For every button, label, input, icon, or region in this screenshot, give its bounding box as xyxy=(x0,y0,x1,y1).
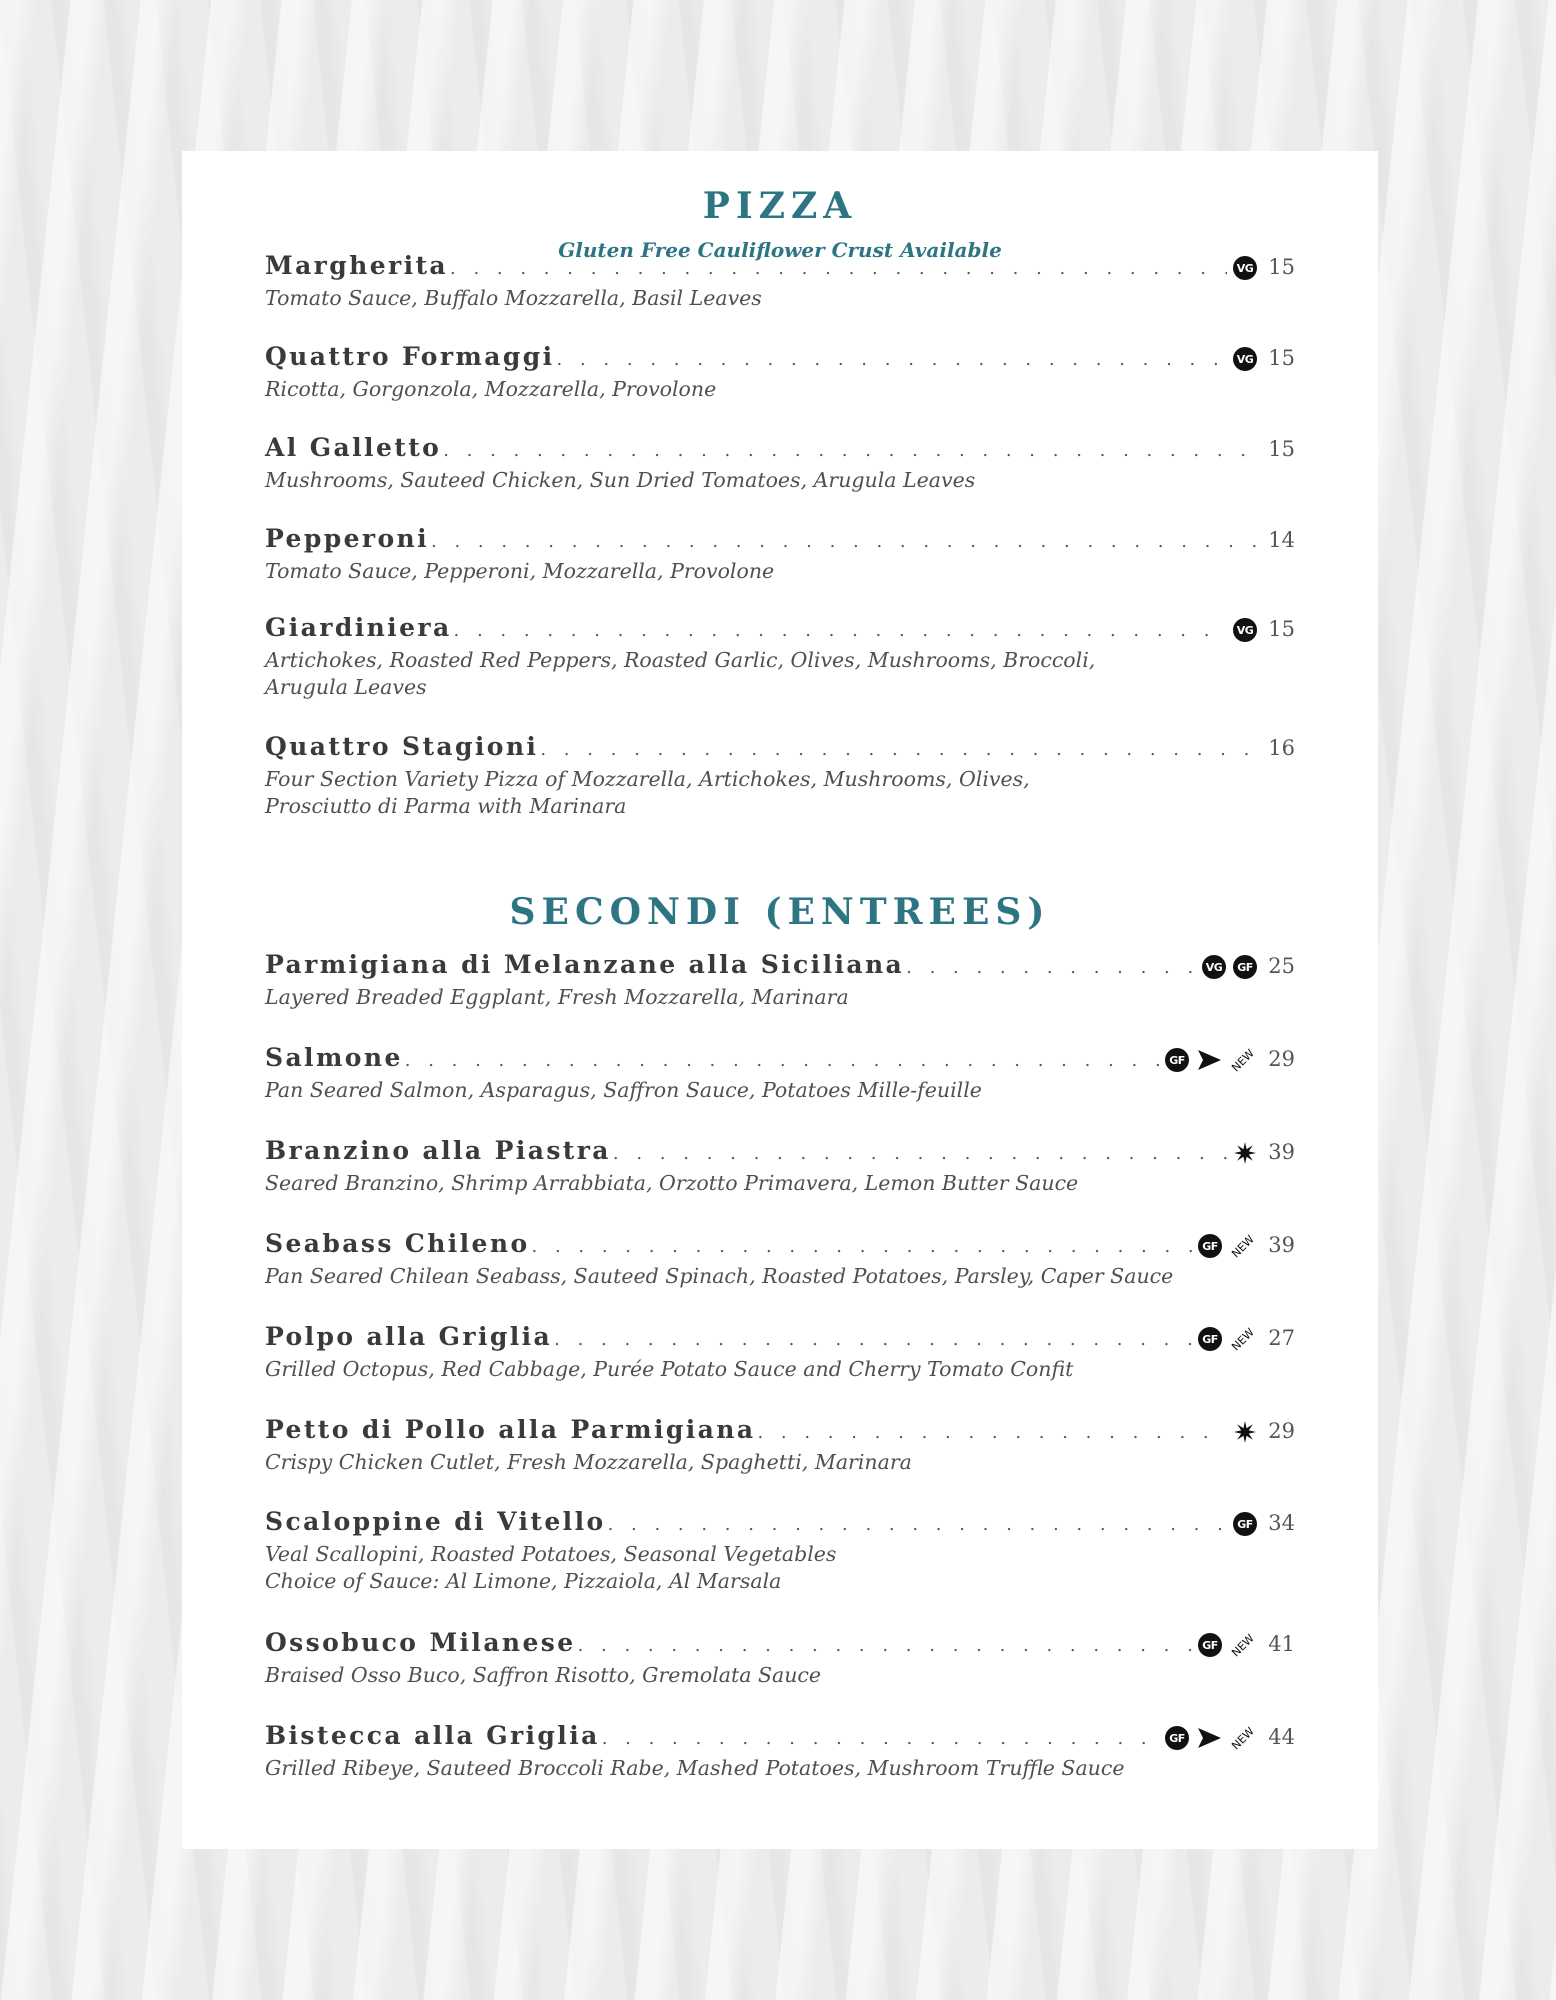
menu-item xyxy=(265,1136,1295,1197)
menu-item-header xyxy=(265,524,1295,558)
menu-item-description: Artichokes, Roasted Red Peppers, Roasted Garlic, Olives, Mushrooms, Broccoli, xyxy=(265,648,1096,672)
menu-item-description-line2: Choice of Sauce: Al Limone, Pizzaiola, Al Marsala xyxy=(265,1569,782,1593)
menu-item-name: Branzino alla Piastra xyxy=(265,1136,611,1165)
menu-item-name: Al Galletto xyxy=(265,433,442,462)
menu-item-price: 15 xyxy=(1268,255,1295,279)
gluten-free-badge-icon: GF xyxy=(1165,1048,1189,1072)
menu-item-description: Tomato Sauce, Pepperoni, Mozzarella, Provolone xyxy=(265,559,775,583)
dietary-badges xyxy=(1233,1512,1257,1536)
menu-item-name: Quattro Stagioni xyxy=(265,732,539,761)
menu-item-header xyxy=(265,1628,1295,1662)
dot-leader xyxy=(557,349,1227,370)
dot-leader xyxy=(443,440,1259,461)
dietary-badges xyxy=(1198,1633,1257,1657)
dietary-badges xyxy=(1233,1141,1257,1165)
menu-item xyxy=(265,251,1295,312)
menu-item xyxy=(265,1415,1295,1476)
menu-item-price: 29 xyxy=(1268,1419,1295,1443)
dot-leader xyxy=(613,1143,1227,1164)
gluten-free-badge-icon: GF xyxy=(1198,1234,1222,1258)
dot-leader xyxy=(532,1236,1192,1257)
dietary-badges xyxy=(1165,1726,1257,1750)
menu-item xyxy=(265,433,1295,494)
menu-item-description: Grilled Octopus, Red Cabbage, Purée Potato Sauce and Cherry Tomato Confit xyxy=(265,1357,1074,1381)
menu-item-header xyxy=(265,1721,1295,1755)
menu-item-price: 14 xyxy=(1268,528,1295,552)
menu-item xyxy=(265,524,1295,585)
menu-item xyxy=(265,1043,1295,1104)
menu-item-description-line2: Prosciutto di Parma with Marinara xyxy=(265,794,627,818)
spicy-star-icon xyxy=(1233,1420,1257,1444)
new-badge-icon: NEW xyxy=(1229,1631,1257,1659)
menu-item-name: Petto di Pollo alla Parmigiana xyxy=(265,1415,756,1444)
dot-leader xyxy=(578,1635,1192,1656)
menu-item-description: Ricotta, Gorgonzola, Mozzarella, Provolone xyxy=(265,377,717,401)
menu-item-price: 41 xyxy=(1268,1632,1295,1656)
gluten-free-badge-icon: GF xyxy=(1198,1633,1222,1657)
menu-item-description: Seared Branzino, Shrimp Arrabbiata, Orzotto Primavera, Lemon Butter Sauce xyxy=(265,1171,1079,1195)
gluten-free-badge-icon: GF xyxy=(1165,1726,1189,1750)
menu-page xyxy=(182,151,1378,1849)
menu-item-name: Pepperoni xyxy=(265,524,430,553)
dietary-badges xyxy=(1233,256,1257,280)
menu-item-price: 39 xyxy=(1268,1233,1295,1257)
dot-leader xyxy=(431,531,1259,552)
dot-leader xyxy=(602,1728,1159,1749)
menu-item-description: Crispy Chicken Cutlet, Fresh Mozzarella, Spaghetti, Marinara xyxy=(265,1450,912,1474)
menu-item-name: Giardiniera xyxy=(265,613,452,642)
menu-item-header xyxy=(265,1322,1295,1356)
vegetarian-badge-icon: VG xyxy=(1202,955,1226,979)
gluten-free-badge-icon: GF xyxy=(1198,1327,1222,1351)
dietary-badges xyxy=(1233,618,1257,642)
menu-item-header xyxy=(265,1415,1295,1449)
menu-item-header xyxy=(265,732,1295,766)
vegetarian-badge-icon: VG xyxy=(1233,347,1257,371)
dietary-badges xyxy=(1165,1048,1257,1072)
menu-item xyxy=(265,613,1295,701)
spicy-star-icon xyxy=(1233,1141,1257,1165)
menu-item-header xyxy=(265,342,1295,376)
menu-item-header xyxy=(265,433,1295,467)
dietary-badges xyxy=(1198,1327,1257,1351)
new-badge-icon: NEW xyxy=(1229,1325,1257,1353)
dot-leader xyxy=(608,1514,1227,1535)
gluten-free-badge-icon: GF xyxy=(1233,1512,1257,1536)
menu-item-header xyxy=(265,1229,1295,1263)
gluten-free-badge-icon: GF xyxy=(1233,955,1257,979)
menu-item-description: Braised Osso Buco, Saffron Risotto, Gremolata Sauce xyxy=(265,1663,822,1687)
menu-item-price: 29 xyxy=(1268,1047,1295,1071)
pizza-section-title: PIZZA xyxy=(702,185,858,227)
menu-item-name: Ossobuco Milanese xyxy=(265,1628,576,1657)
menu-item-header xyxy=(265,251,1295,285)
vegetarian-badge-icon: VG xyxy=(1233,618,1257,642)
menu-item-header xyxy=(265,1136,1295,1170)
menu-item-name: Scaloppine di Vitello xyxy=(265,1507,606,1536)
menu-item-header xyxy=(265,613,1295,647)
menu-item-header xyxy=(265,950,1295,984)
menu-item xyxy=(265,950,1295,1011)
menu-item-price: 44 xyxy=(1268,1725,1295,1749)
menu-item xyxy=(265,1628,1295,1689)
arrow-right-icon xyxy=(1196,1049,1222,1071)
menu-item-description: Layered Breaded Eggplant, Fresh Mozzarella, Marinara xyxy=(265,985,849,1009)
menu-item-header xyxy=(265,1043,1295,1077)
dietary-badges xyxy=(1202,955,1257,979)
menu-item xyxy=(265,732,1295,820)
menu-item-price: 25 xyxy=(1268,954,1295,978)
menu-item-description: Four Section Variety Pizza of Mozzarella, Artichokes, Mushrooms, Olives, xyxy=(265,767,1030,791)
dot-leader xyxy=(554,1329,1192,1350)
arrow-right-icon xyxy=(1196,1727,1222,1749)
vegetarian-badge-icon: VG xyxy=(1233,256,1257,280)
menu-item-price: 27 xyxy=(1268,1326,1295,1350)
dot-leader xyxy=(405,1050,1159,1071)
menu-item-name: Bistecca alla Griglia xyxy=(265,1721,600,1750)
dietary-badges xyxy=(1233,1420,1257,1444)
menu-item-price: 39 xyxy=(1268,1140,1295,1164)
menu-item xyxy=(265,342,1295,403)
menu-item-description: Grilled Ribeye, Sauteed Broccoli Rabe, Mashed Potatoes, Mushroom Truffle Sauce xyxy=(265,1756,1125,1780)
dot-leader xyxy=(757,1422,1227,1443)
menu-item xyxy=(265,1507,1295,1595)
menu-item-description: Tomato Sauce, Buffalo Mozzarella, Basil Leaves xyxy=(265,286,762,310)
menu-item xyxy=(265,1721,1295,1782)
new-badge-icon: NEW xyxy=(1229,1046,1257,1074)
menu-item-price: 15 xyxy=(1268,346,1295,370)
dietary-badges xyxy=(1233,347,1257,371)
menu-item-price: 15 xyxy=(1268,617,1295,641)
menu-item-price: 34 xyxy=(1268,1511,1295,1535)
dietary-badges xyxy=(1198,1234,1257,1258)
dot-leader xyxy=(540,739,1259,760)
dot-leader xyxy=(454,620,1227,641)
menu-item-description: Mushrooms, Sauteed Chicken, Sun Dried Tomatoes, Arugula Leaves xyxy=(265,468,976,492)
dot-leader xyxy=(906,957,1196,978)
menu-item-price: 15 xyxy=(1268,437,1295,461)
menu-item-name: Polpo alla Griglia xyxy=(265,1322,553,1351)
menu-item-description: Veal Scallopini, Roasted Potatoes, Seasonal Vegetables xyxy=(265,1542,837,1566)
menu-item-header xyxy=(265,1507,1295,1541)
new-badge-icon: NEW xyxy=(1229,1724,1257,1752)
menu-item xyxy=(265,1322,1295,1383)
menu-item xyxy=(265,1229,1295,1290)
menu-item-name: Seabass Chileno xyxy=(265,1229,530,1258)
pizza-section-subtitle: Gluten Free Cauliflower Crust Available xyxy=(558,238,1002,262)
new-badge-icon: NEW xyxy=(1229,1232,1257,1260)
menu-item-description: Pan Seared Salmon, Asparagus, Saffron Sauce, Potatoes Mille-feuille xyxy=(265,1078,982,1102)
menu-item-description-line2: Arugula Leaves xyxy=(265,675,427,699)
menu-item-name: Parmigiana di Melanzane alla Siciliana xyxy=(265,950,905,979)
menu-item-name: Margherita xyxy=(265,251,449,280)
menu-item-name: Quattro Formaggi xyxy=(265,342,555,371)
menu-item-description: Pan Seared Chilean Seabass, Sauteed Spinach, Roasted Potatoes, Parsley, Caper Sauce xyxy=(265,1264,1174,1288)
secondi-section-title: SECONDI (ENTREES) xyxy=(509,891,1051,933)
menu-item-price: 16 xyxy=(1268,736,1295,760)
menu-item-name: Salmone xyxy=(265,1043,403,1072)
dot-leader xyxy=(450,258,1227,279)
